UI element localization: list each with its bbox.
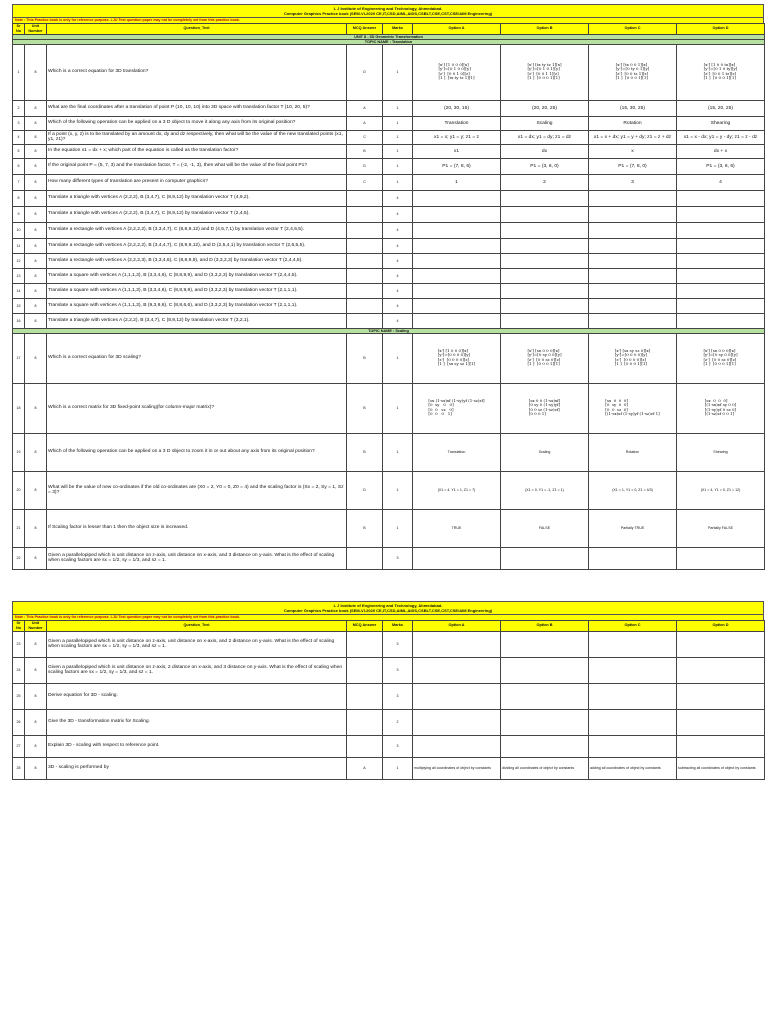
col-option-c: Option C bbox=[589, 23, 677, 34]
table-row: 6 8 If the original point P = (5, 7, 3) and the translation factor, T = (-2, -1, 3), then what will be the value of the final point P1? D 1 P1 = (7, 8, 6) P1 = (3, 6, 0) P1 = (7, 8, 0) P1 = (3, 6, 6) bbox=[13, 158, 765, 174]
col-sr: Sr No bbox=[13, 23, 25, 34]
table-row: 18 8 Which is a correct matrix for 3D fixed-point scaling(for column-major matrix)? B 1 [sx (1-sx)xf (1-sy)yf (1-sz)zf] [0 sy 0 0] [0 0 sz 0] [0 0 0 1] [sx 0 0 (1-sx)xf] [0 sy 0 (1-sy)yf] [0 0 sz (1-sz)zf] [0 0 0 1] [sx 0 0 0] [0 sy 0 0] [0 0 sz 0] [(1-sx)xf (1-sy)yf (1-sz)zf 1] [sx 0 0 0] [(1-sx)xf sy 0 0] [(1-sy)yf 0 sz 0] [(1-sz)zf 0 0 1] bbox=[13, 383, 765, 433]
col-option-a: Option A bbox=[413, 620, 501, 631]
matrix-option-a: [sx (1-sx)xf (1-sy)yf (1-sz)zf] [0 sy 0 0] [0 0 sz 0] [0 0 0 1] bbox=[428, 397, 485, 417]
col-option-b: Option B bbox=[501, 23, 589, 34]
table-row: 14 8 Translate a square with vertices A (1,1,1,3), B (3,3,4,6), C (8,8,9,9), and D (3,3,2,3) by translation vector T (2,1,1,1). 4 bbox=[13, 283, 765, 298]
question-table bbox=[12, 23, 765, 570]
matrix-option-c: [sx 0 0 0] [0 sy 0 0] [0 0 sz 0] [(1-sx)xf (1-sy)yf (1-sz)zf 1] bbox=[605, 397, 660, 417]
table-row: 9 8 Translate a triangle with vertices A (2,2,2), B (3,4,7), C (8,9,12) by translation vector T (2,4,5). 4 bbox=[13, 206, 765, 222]
table-row: 22 8 Given a parallelopiped which is unit distance on z-axis, unit distance on x-axis, and 3 distance on y-axis. What is the effect of scaling when scaling factors are sx = 1/2, sy = 1/3, and sz = 1. 3 bbox=[13, 547, 765, 569]
col-question: Question_Text bbox=[47, 23, 347, 34]
reference-note: Note : This Practice book is only for reference purpose. LJU Test question paper may not be completely set from this practice book. bbox=[12, 615, 764, 620]
table-row: 3 8 Which of the following operation can be applied on a 3 D object to move it along any axis from its original position? A 1 Translation Scaling Rotation Shearing bbox=[13, 116, 765, 130]
table-row: 5 8 In the equation x1 = dx + x; which part of the equation is called as the translation factor? B 1 x1 dx x dx + x bbox=[13, 144, 765, 158]
section-translation: TOPIC NAME : Translation bbox=[13, 39, 765, 44]
question-table bbox=[12, 620, 765, 780]
col-answer: MCQ Answer bbox=[347, 620, 383, 631]
col-marks: Marks bbox=[383, 23, 413, 34]
col-option-a: Option A bbox=[413, 23, 501, 34]
matrix-option-a: [x'] [1 0 0 0][x] [y']=[0 0 0 0][y] [z'] [0 0 0 0][z] [1 ] [sx sy sz 1][1] bbox=[437, 347, 476, 367]
col-marks: Marks bbox=[383, 620, 413, 631]
table-row: 8 8 Translate a triangle with vertices A (2,2,2), B (3,4,7), C (8,9,12) by translation vector T (4,9,2). 4 bbox=[13, 190, 765, 206]
table-row: 2 8 What are the final coordinates after a translation of point P (10, 10, 10) into 3D space with translation factor T (10, 20, 5)? A 1 (20, 30, 15) (20, 20, 25) (15, 30, 25) (15, 20, 25) bbox=[13, 100, 765, 116]
table-row: 7 8 How many different types of translation are present in computer graphics? C 1 1 2 3 4 bbox=[13, 174, 765, 190]
table-row: 23 8 Given a parallelopiped which is unit distance on z-axis, unit distance on x-axis, and 2 distance on y-axis. What is the effect of scaling when scaling factors are sx = 1/2, sy = 1/3, and sz = 1. 3 bbox=[13, 631, 765, 657]
table-row: 15 8 Translate a square with vertices A (1,1,1,3), B (9,3,9,6), C (8,8,6,6), and D (3,3,2,3) by translation vector T (2,1,1,1). 4 bbox=[13, 298, 765, 313]
col-option-d: Option D bbox=[677, 620, 765, 631]
table-row: 12 8 Translate a rectangle with vertices A (2,2,2,3), B (3,3,4,6), C (8,8,9,9), and D (3,3,2,3) by translation vector T (2,4,4,5). 4 bbox=[13, 253, 765, 268]
col-option-c: Option C bbox=[589, 620, 677, 631]
section-unit: UNIT 8 - 3D Geometric Transformation bbox=[13, 34, 765, 39]
col-question: Question_Text bbox=[47, 620, 347, 631]
table-row: 17 8 Which is a correct equation for 3D scaling? B 1 [x'] [1 0 0 0][x] [y']=[0 0 0 0][y] [z'] [0 0 0 0][z] [1 ] [sx sy sz 1][1] [x'] [sx 0 0 0][x] [y']=[0 sy 0 0][y] [z'] [0 0 sz 0][z] [1 ] [0 0 0 1][1] [x'] [sx sy sz 0][x] [y']=[0 0 0 0][y] [z'] [0 0 0 0][z] [1 ] [0 0 0 1][1] [x'] [sx 0 0 0][x] [y']=[0 sy 0 0][y] [z'] [0 0 sz 0][z] [1 ] [0 0 0 1][1] bbox=[13, 333, 765, 383]
reference-note: Note : This Practice book is only for reference purpose. LJU Test question paper may not be completely set from this practice book. bbox=[12, 18, 764, 23]
section-scaling: TOPIC NAME : Scaling bbox=[13, 328, 765, 333]
matrix-option-d: [x'] [sx 0 0 0][x] [y']=[0 sy 0 0][y] [z'] [0 0 sz 0][z] [1 ] [0 0 0 1][1] bbox=[703, 347, 738, 367]
table-row: 1 8 Which is a correct equation for 3D translation? D 1 [x'] [1 0 0 0][x] [y']=[0 1 0 0][y] [z'] [0 0 1 0][z] [1 ] [tx ty tz 1][1] [x'] [tx ty tz 1][x] [y']=[0 1 0 1][y] [z'] [0 0 1 1][z] [1 ] [0 0 0 1][1] [x'] [tx 0 0 1][x] [y']=[0 ty 0 1][y] [z'] [0 0 tz 1][z] [1 ] [0 0 0 1][1] [x'] [1 0 0 tx][x] [y']=[0 1 0 ty][y] [z'] [0 0 1 tz][z] [1 ] [0 0 0 1][1] bbox=[13, 44, 765, 100]
sheet-header bbox=[12, 4, 764, 18]
col-option-d: Option D bbox=[677, 23, 765, 34]
matrix-option-d: [sx 0 0 0] [(1-sx)xf sy 0 0] [(1-sy)yf 0 sz 0] [(1-sz)zf 0 0 1] bbox=[704, 397, 737, 417]
matrix-option-a: [x'] [1 0 0 0][x] [y']=[0 1 0 0][y] [z'] [0 0 1 0][z] [1 ] [tx ty tz 1][1] bbox=[438, 61, 475, 81]
matrix-option-b: [sx 0 0 (1-sx)xf] [0 sy 0 (1-sy)yf] [0 0 sz (1-sz)zf] [0 0 0 1] bbox=[528, 397, 561, 417]
institute-title: L J Institute of Engineering and Technology, Ahmedabad. bbox=[333, 6, 443, 11]
table-header-row bbox=[13, 620, 765, 631]
table-row: 21 8 If Scaling factor is lesser than 1 then the object size is increased. B 1 TRUE FALSE Partially TRUE Partially FALSE bbox=[13, 509, 765, 547]
col-option-b: Option B bbox=[501, 620, 589, 631]
table-header-row bbox=[13, 23, 765, 34]
institute-title: L J Institute of Engineering and Technology, Ahmedabad. bbox=[333, 603, 443, 608]
practice-sheet-page-1 bbox=[12, 4, 764, 570]
table-row: 16 8 Translate a triangle with vertices A (2,2,2), B (3,4,7), C (8,9,12) by translation vector T (3,2,1). 4 bbox=[13, 313, 765, 328]
matrix-option-c: [x'] [sx sy sz 0][x] [y']=[0 0 0 0][y] [z'] [0 0 0 0][z] [1 ] [0 0 0 1][1] bbox=[614, 347, 651, 367]
table-row: 27 8 Explain 3D - scaling with respect to reference point. 3 bbox=[13, 735, 765, 757]
col-sr: Sr No bbox=[13, 620, 25, 631]
table-row: 24 8 Given a parallelopiped which is unit distance on z-axis, 2 distance on x-axis, and 3 distance on y-axis. What is the effect of scaling when scaling factors are sx = 1/2, sy = 1/3, and sz = 1. 3 bbox=[13, 657, 765, 683]
table-row: 26 8 Give the 3D - transformation matrix for Scaling. 2 bbox=[13, 709, 765, 735]
table-row: 10 8 Translate a rectangle with vertices A (2,2,2,2), B (3,3,4,7), C (8,8,9,12) and D (4,5,7,1) by translation vector T (2,4,5,5). 4 bbox=[13, 222, 765, 238]
book-title: Computer Graphics Practice book (SEM-VI-2020 CE,IT,CSD,AIML,AIDS,CSBLT,CSE,CST,CSE/AIM Engineering) bbox=[283, 608, 493, 613]
matrix-option-b: [x'] [tx ty tz 1][x] [y']=[0 1 0 1][y] [z'] [0 0 1 1][z] [1 ] [0 0 0 1][1] bbox=[527, 61, 562, 81]
col-unit: Unit Number bbox=[25, 23, 47, 34]
col-answer: MCQ Answer bbox=[347, 23, 383, 34]
matrix-option-d: [x'] [1 0 0 tx][x] [y']=[0 1 0 ty][y] [z'] [0 0 1 tz][z] [1 ] [0 0 0 1][1] bbox=[703, 61, 738, 81]
practice-sheet-page-2 bbox=[12, 601, 764, 780]
table-row: 19 8 Which of the following operation can be applied on a 3 D object to zoom it in or out about any axis from its original position? B 1 Translation Scaling Rotation Shearing bbox=[13, 433, 765, 471]
book-title: Computer Graphics Practice book (SEM-VI-2020 CE,IT,CSD,AIML,AIDS,CSBLT,CSE,CST,CSE/AIM Engineering) bbox=[283, 11, 493, 16]
sheet-header bbox=[12, 601, 764, 615]
table-row: 25 8 Derive equation for 3D - scaling. 3 bbox=[13, 683, 765, 709]
matrix-option-c: [x'] [tx 0 0 1][x] [y']=[0 ty 0 1][y] [z'] [0 0 tz 1][z] [1 ] [0 0 0 1][1] bbox=[615, 61, 650, 81]
table-row: 28 8 3D - scaling is performed by A 1 multiplying all coordinates of object by constants dividing all coordinates of object by constants adding all coordinates of object by constants subtracting all coordinates of object by constants bbox=[13, 757, 765, 779]
table-row: 11 8 Translate a rectangle with vertices A (2,2,2,2), B (3,4,4,7), C (8,9,9,12), and D (2,5,4,1) by translation vector T (2,6,5,5). 4 bbox=[13, 238, 765, 253]
table-row: 13 8 Translate a square with vertices A (1,1,1,3), B (3,3,4,6), C (8,8,9,9), and D (3,3,2,3) by translation vector T (2,4,4,5). 4 bbox=[13, 268, 765, 283]
col-unit: Unit Number bbox=[25, 620, 47, 631]
table-row: 20 8 What will be the value of new co-ordinates if the old co-ordinates are (X0 = 2, Y0 = 0, Z0 = 4) and the scaling factor is (Sx = 2, Sy = 1, Sz = 3)? D 1 (X1 = 4, Y1 = 1, Z1 = 7) (X1 = 0, Y1 = -1, Z1 = 1) (X1 = 1, Y1 = 0, Z1 = 4/3) (X1 = 4, Y1 = 0, Z1 = 12) bbox=[13, 471, 765, 509]
table-row: 4 8 If a point (x, y, z) is to be translated by an amount dx, dy and dz respectively, then what will be the value of the new translated points (x1, y1, z1)? C 1 x1 = x; y1 = y; z1 = z x1 = dx; y1 = dy; z1 = dz x1 = x + dx; y1 = y + dy; z1 = z + dz x1 = x - dx; y1 = y - dy; z1 = z - dz bbox=[13, 130, 765, 144]
matrix-option-b: [x'] [sx 0 0 0][x] [y']=[0 sy 0 0][y] [z'] [0 0 sz 0][z] [1 ] [0 0 0 1][1] bbox=[527, 347, 562, 367]
